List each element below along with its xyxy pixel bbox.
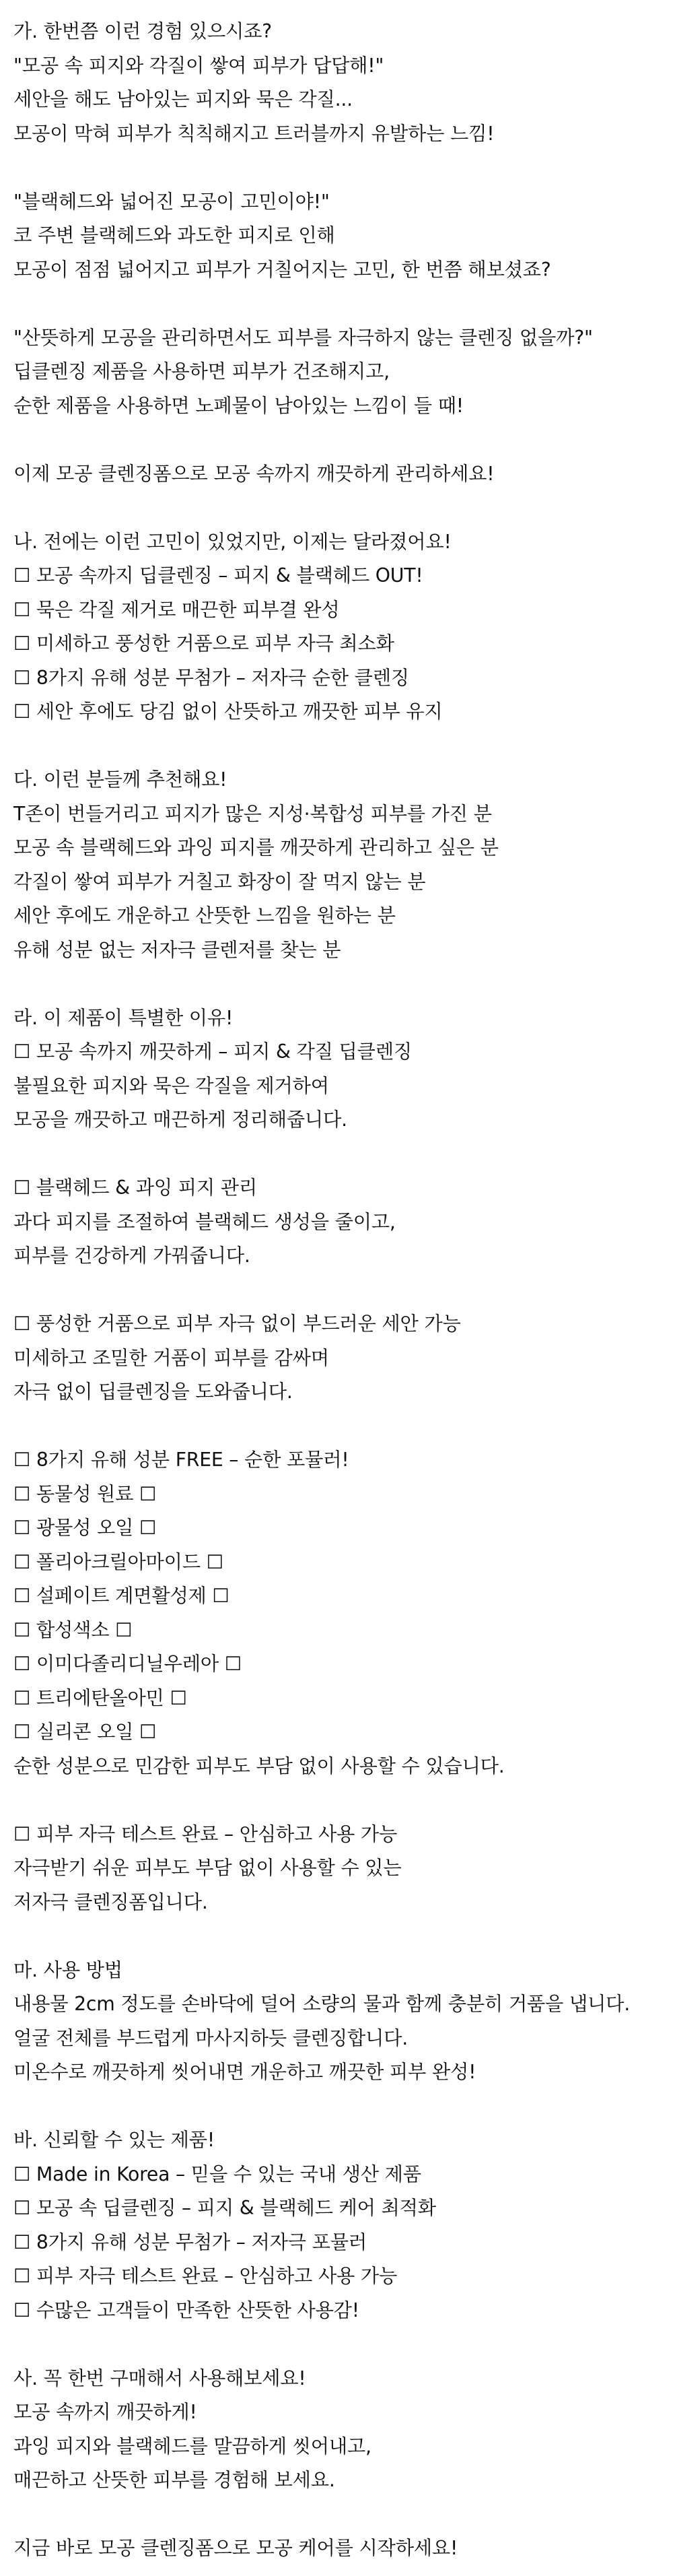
text-line: 내용물 2cm 정도를 손바닥에 덜어 소량의 물과 함께 충분히 거품을 냅니다.	[13, 1993, 631, 2015]
text-line: ☐ 미세하고 풍성한 거품으로 피부 자극 최소화	[13, 632, 394, 655]
text-line: T존이 번들거리고 피지가 많은 지성·복합성 피부를 가진 분	[13, 802, 492, 825]
text-line: ☐ 동물성 원료 ☐	[13, 1482, 157, 1505]
text-line: ☐ 모공 속까지 딥클렌징 – 피지 & 블랙헤드 OUT!	[13, 564, 423, 587]
text-line: ☐ 합성색소 ☐	[13, 1618, 133, 1641]
text-line: ☐ 풍성한 거품으로 피부 자극 없이 부드러운 세안 가능	[13, 1313, 461, 1335]
text-line: 미온수로 깨끗하게 씻어내면 개운하고 깨끗한 피부 완성!	[13, 2061, 476, 2083]
paragraph-gap	[13, 423, 673, 457]
text-line: 과다 피지를 조절하여 블랙헤드 생성을 줄이고,	[13, 1210, 396, 1233]
text-line: ☐ 8가지 유해 성분 FREE – 순한 포뮬러!	[13, 1449, 349, 1471]
text-line: 모공이 점점 넓어지고 피부가 거칠어지는 고민, 한 번쯤 해보셨죠?	[13, 258, 551, 281]
paragraph-gap	[13, 1274, 673, 1308]
paragraph-gap	[13, 729, 673, 764]
text-line: 바. 신뢰할 수 있는 제품!	[13, 2129, 215, 2151]
text-line: 다. 이런 분들께 추천해요!	[13, 768, 227, 791]
text-line: 마. 사용 방법	[13, 1958, 122, 1981]
text-line: 모공 속 블랙헤드와 과잉 피지를 깨끗하게 관리하고 싶은 분	[13, 836, 499, 859]
text-line: ☐ 모공 속까지 깨끗하게 – 피지 & 각질 딥클렌징	[13, 1041, 412, 1063]
text-line: ☐ 8가지 유해 성분 무첨가 – 저자극 포뮬러	[13, 2231, 367, 2253]
text-line: ☐ 묵은 각질 제거로 매끈한 피부결 완성	[13, 598, 340, 621]
paragraph-gap	[13, 2498, 673, 2532]
text-line: ☐ 피부 자극 테스트 완료 – 안심하고 사용 가능	[13, 1822, 398, 1845]
text-line: 각질이 쌓여 피부가 거칠고 화장이 잘 먹지 않는 분	[13, 870, 426, 893]
text-line: 자극 없이 딥클렌징을 도와줍니다.	[13, 1381, 293, 1403]
text-line: ☐ Made in Korea – 믿을 수 있는 국내 생산 제품	[13, 2162, 421, 2185]
text-line: 자극받기 쉬운 피부도 부담 없이 사용할 수 있는	[13, 1857, 402, 1879]
text-line: "모공 속 피지와 각질이 쌓여 피부가 답답해!"	[13, 54, 384, 77]
text-line: 과잉 피지와 블랙헤드를 말끔하게 씻어내고,	[13, 2435, 371, 2457]
text-line: 순한 제품을 사용하면 노폐물이 남아있는 느낌이 들 때!	[13, 394, 464, 417]
text-line: ☐ 광물성 오일 ☐	[13, 1517, 157, 1539]
text-line: 세안 후에도 개운하고 산뜻한 느낌을 원하는 분	[13, 904, 396, 927]
text-line: 얼굴 전체를 부드럽게 마사지하듯 클렌징합니다.	[13, 2026, 409, 2049]
text-line: ☐ 설페이트 계면활성제 ☐	[13, 1585, 229, 1607]
text-line: ☐ 8가지 유해 성분 무첨가 – 저자극 순한 클렌징	[13, 666, 409, 689]
text-line: ☐ 폴리아크릴아마이드 ☐	[13, 1550, 223, 1573]
paragraph-gap	[13, 151, 673, 185]
text-line: 가. 한번쯤 이런 경험 있으시죠?	[13, 20, 272, 42]
text-line: 피부를 건강하게 가꿔줍니다.	[13, 1245, 250, 1267]
text-line: 저자극 클렌징폼입니다.	[13, 1890, 208, 1913]
paragraph-gap	[13, 287, 673, 321]
paragraph-gap	[13, 2327, 673, 2362]
text-line: 매끈하고 산뜻한 피부를 경험해 보세요.	[13, 2469, 335, 2491]
text-line: ☐ 실리콘 오일 ☐	[13, 1721, 157, 1743]
text-line: 딥클렌징 제품을 사용하면 피부가 건조해지고,	[13, 360, 390, 383]
paragraph-gap	[13, 1919, 673, 1954]
text-line: 이제 모공 클렌징폼으로 모공 속까지 깨끗하게 관리하세요!	[13, 462, 495, 485]
paragraph-gap	[13, 967, 673, 1001]
paragraph-gap	[13, 491, 673, 525]
text-line: 순한 성분으로 민감한 피부도 부담 없이 사용할 수 있습니다.	[13, 1754, 505, 1777]
text-line: 라. 이 제품이 특별한 이유!	[13, 1006, 234, 1029]
text-line: 유해 성분 없는 저자극 클렌저를 찾는 분	[13, 938, 341, 961]
text-line: ☐ 세안 후에도 당김 없이 산뜻하고 깨끗한 피부 유지	[13, 700, 443, 723]
text-line: ☐ 모공 속 딥클렌징 – 피지 & 블랙헤드 케어 최적화	[13, 2197, 436, 2219]
text-line: ☐ 수많은 고객들이 만족한 산뜻한 사용감!	[13, 2299, 359, 2321]
paragraph-gap	[13, 1410, 673, 1444]
text-line: 사. 꼭 한번 구매해서 사용해보세요!	[13, 2367, 306, 2389]
text-line: 나. 전에는 이런 고민이 있었지만, 이제는 달라졌어요!	[13, 530, 452, 553]
text-line: "산뜻하게 모공을 관리하면서도 피부를 자극하지 않는 클렌징 없을까?"	[13, 326, 593, 349]
text-line: 코 주변 블랙헤드와 과도한 피지로 인해	[13, 224, 335, 246]
text-line: ☐ 트리에탄올아민 ☐	[13, 1686, 187, 1709]
text-line: ☐ 이미다졸리디닐우레아 ☐	[13, 1653, 242, 1675]
text-line: ☐ 피부 자극 테스트 완료 – 안심하고 사용 가능	[13, 2265, 398, 2287]
text-line: 지금 바로 모공 클렌징폼으로 모공 케어를 시작하세요!	[13, 2537, 458, 2559]
paragraph-gap	[13, 1137, 673, 1172]
text-line: 모공 속까지 깨끗하게!	[13, 2401, 197, 2423]
text-line: 미세하고 조밀한 거품이 피부를 감싸며	[13, 1346, 329, 1369]
text-line: 세안을 해도 남아있는 피지와 묵은 각질...	[13, 88, 353, 110]
text-line: ☐ 블랙헤드 & 과잉 피지 관리	[13, 1177, 257, 1199]
text-line: 모공을 깨끗하고 매끈하게 정리해줍니다.	[13, 1109, 347, 1131]
text-line: "블랙헤드와 넓어진 모공이 고민이야!"	[13, 190, 330, 213]
text-line: 모공이 막혀 피부가 칙칙해지고 트러블까지 유발하는 느낌!	[13, 122, 495, 145]
text-line: 불필요한 피지와 묵은 각질을 제거하여	[13, 1074, 329, 1097]
paragraph-gap	[13, 1783, 673, 1818]
paragraph-gap	[13, 2090, 673, 2124]
